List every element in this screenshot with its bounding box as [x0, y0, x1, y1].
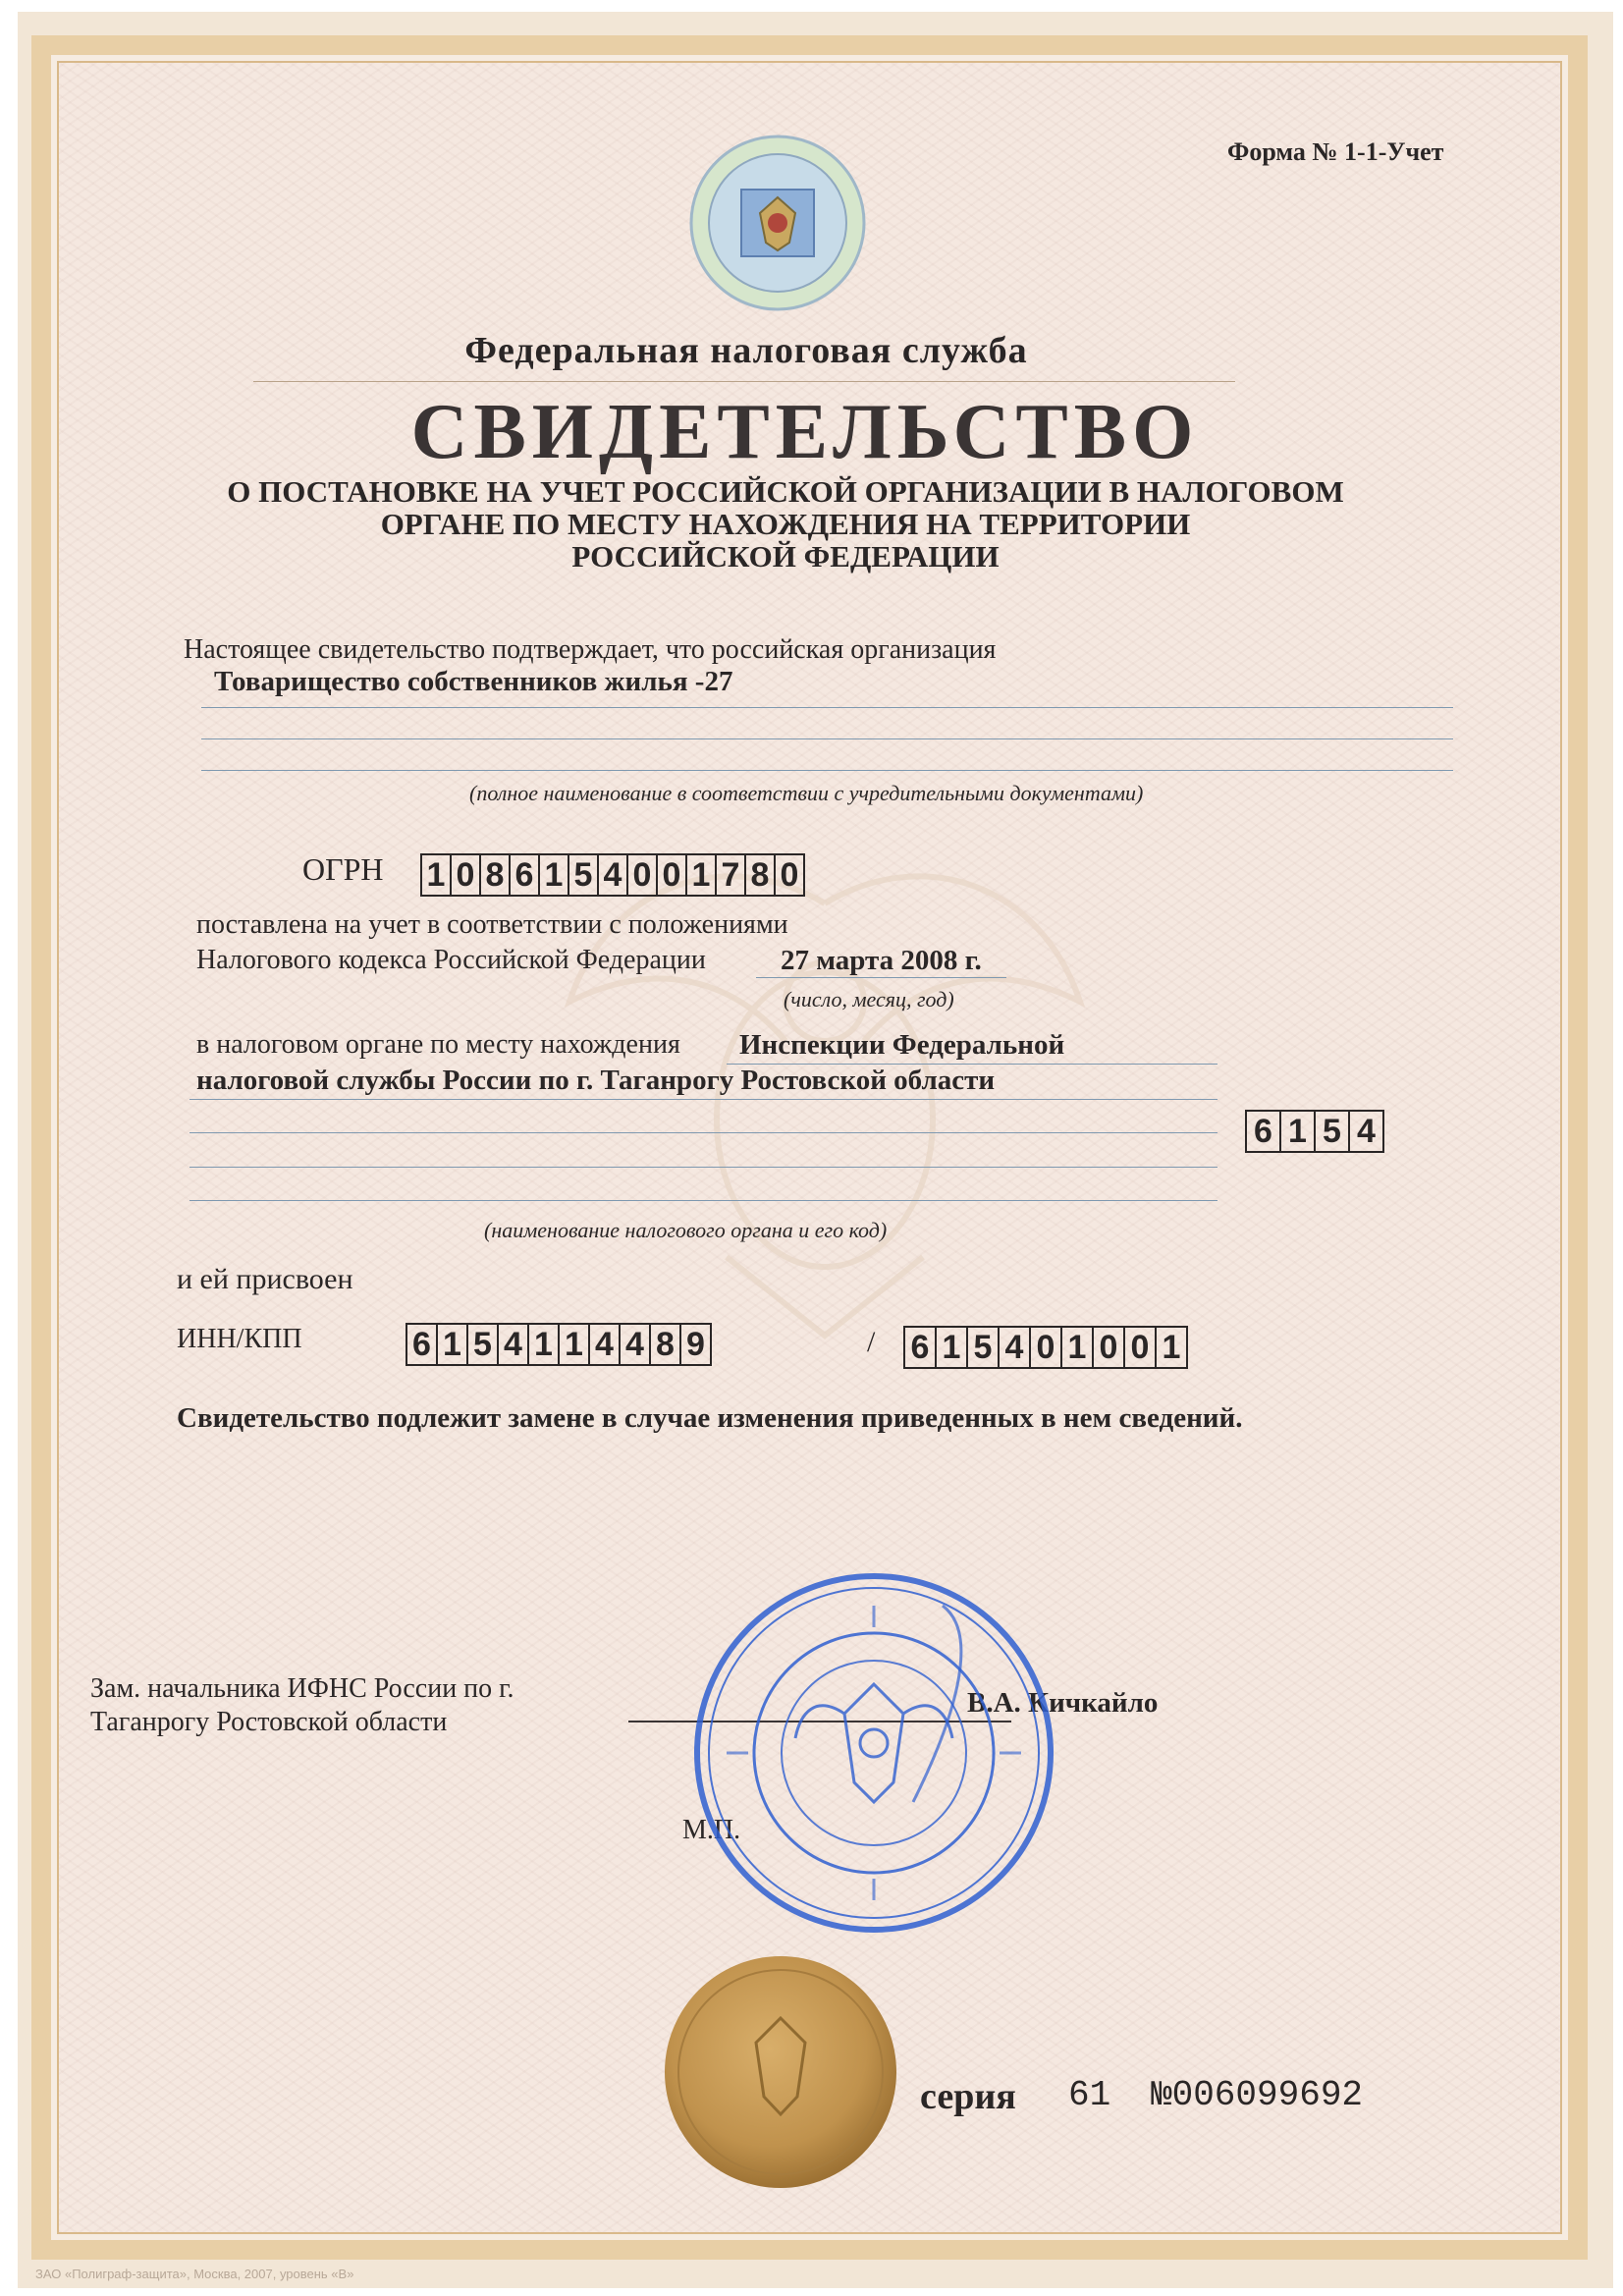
ogrn-digit-9: 0 — [658, 855, 687, 895]
subtitle-line-3: РОССИЙСКОЙ ФЕДЕРАЦИИ — [571, 539, 1000, 574]
registered-line-2: Налогового кодекса Российской Федерации — [196, 945, 706, 975]
intro-text: Настоящее свидетельство подтверждает, что российская организация — [184, 634, 997, 665]
kpp-digit-3: 5 — [968, 1328, 1000, 1367]
ogrn-digit-10: 1 — [687, 855, 717, 895]
ogrn-digit-13: 0 — [780, 856, 799, 894]
authority-line-4 — [189, 1167, 1217, 1168]
registration-date: 27 марта 2008 г. — [781, 945, 982, 976]
authority-code-digit-4: 4 — [1357, 1113, 1376, 1150]
inn-digit-10: 9 — [686, 1326, 705, 1363]
kpp-digit-5: 0 — [1031, 1328, 1062, 1367]
inn-digits — [406, 1323, 712, 1366]
signatory-position-line-1: Зам. начальника ИФНС России по г. — [90, 1673, 514, 1704]
kpp-digit-7: 0 — [1094, 1328, 1125, 1367]
authority-line-2-underline — [189, 1099, 1217, 1100]
authority-intro: в налоговом органе по месту нахождения — [196, 1029, 680, 1060]
signatory-position-line-2: Таганрогу Ростовской области — [90, 1707, 448, 1737]
inn-digit-9: 8 — [651, 1325, 681, 1364]
hologram-emblem-icon — [687, 133, 869, 314]
kpp-digit-6: 1 — [1062, 1328, 1094, 1367]
signatory-name: В.А. Кичкайло — [967, 1687, 1159, 1719]
authority-caption: (наименование налогового органа и его код) — [484, 1218, 888, 1242]
authority-code — [1245, 1110, 1384, 1153]
kpp-digit-1: 6 — [905, 1328, 937, 1367]
inn-digit-7: 4 — [590, 1325, 621, 1364]
agency-name: Федеральная налоговая служба — [464, 330, 1028, 371]
inn-digit-2: 1 — [438, 1325, 468, 1364]
kpp-digit-4: 4 — [1000, 1328, 1031, 1367]
authority-line-3 — [189, 1132, 1217, 1133]
ogrn-digit-7: 4 — [599, 855, 628, 895]
official-stamp-icon — [687, 1566, 1060, 1940]
authority-name-line-2: налоговой службы России по г. Таганрогу Ростовской области — [196, 1065, 996, 1096]
org-name-caption: (полное наименование в соответствии с учредительными документами) — [469, 781, 1144, 805]
org-line-3 — [201, 770, 1453, 771]
org-line-1 — [201, 707, 1453, 708]
inn-digit-1: 6 — [407, 1325, 438, 1364]
authority-code-digit-2: 1 — [1281, 1112, 1316, 1151]
subtitle-line-2: ОРГАНЕ ПО МЕСТУ НАХОЖДЕНИЯ НА ТЕРРИТОРИИ — [380, 507, 1191, 541]
inn-digit-5: 1 — [529, 1325, 560, 1364]
registered-line-1: поставлена на учет в соответствии с положениями — [196, 909, 788, 940]
ogrn-digit-6: 5 — [569, 855, 599, 895]
watermark-eagle-icon — [530, 825, 1119, 1375]
ogrn-digit-4: 6 — [511, 855, 540, 895]
assigned-text: и ей присвоен — [177, 1263, 353, 1295]
kpp-digit-2: 1 — [937, 1328, 968, 1367]
ogrn-digit-5: 1 — [540, 855, 569, 895]
inn-digit-8: 4 — [621, 1325, 651, 1364]
date-caption: (число, месяц, год) — [784, 987, 954, 1011]
ogrn-digit-11: 7 — [717, 855, 746, 895]
gold-seal-icon — [658, 1949, 903, 2195]
date-underline — [756, 977, 1006, 978]
authority-code-digit-3: 5 — [1316, 1112, 1350, 1151]
ogrn-digit-12: 8 — [746, 855, 776, 895]
inn-kpp-label: ИНН/КПП — [177, 1324, 302, 1354]
authority-code-digit-1: 6 — [1247, 1112, 1281, 1151]
kpp-digits — [903, 1326, 1188, 1369]
ogrn-digit-2: 0 — [452, 855, 481, 895]
kpp-digit-9: 1 — [1162, 1329, 1181, 1366]
series-number: 61 — [1068, 2075, 1111, 2115]
printer-imprint: ЗАО «Полиграф-защита», Москва, 2007, уровень «В» — [35, 2267, 354, 2281]
ogrn-digit-3: 8 — [481, 855, 511, 895]
ogrn-label: ОГРН — [302, 851, 384, 887]
subtitle-line-1: О ПОСТАНОВКЕ НА УЧЕТ РОССИЙСКОЙ ОРГАНИЗАЦИИ В НАЛОГОВОМ — [227, 474, 1344, 509]
authority-line-5 — [189, 1200, 1217, 1201]
ogrn-digits — [420, 853, 805, 897]
authority-name-line-1: Инспекции Федеральной — [739, 1029, 1065, 1061]
form-number: Форма № 1-1-Учет — [1227, 137, 1444, 166]
ogrn-digit-1: 1 — [422, 855, 452, 895]
inn-kpp-separator: / — [867, 1326, 876, 1358]
agency-underline — [253, 381, 1235, 382]
stamp-place-label: М.П. — [682, 1815, 741, 1845]
replacement-notice: Свидетельство подлежит замене в случае изменения приведенных в нем сведений. — [177, 1402, 1243, 1434]
org-line-2 — [201, 738, 1453, 739]
inn-digit-3: 5 — [468, 1325, 499, 1364]
organization-name: Товарищество собственников жилья -27 — [214, 666, 733, 697]
inn-digit-4: 4 — [499, 1325, 529, 1364]
kpp-digit-8: 0 — [1125, 1328, 1157, 1367]
ogrn-digit-8: 0 — [628, 855, 658, 895]
document-title: СВИДЕТЕЛЬСТВО — [410, 389, 1200, 475]
series-label: серия — [920, 2076, 1016, 2117]
serial-number: №006099692 — [1151, 2075, 1364, 2115]
inn-digit-6: 1 — [560, 1325, 590, 1364]
